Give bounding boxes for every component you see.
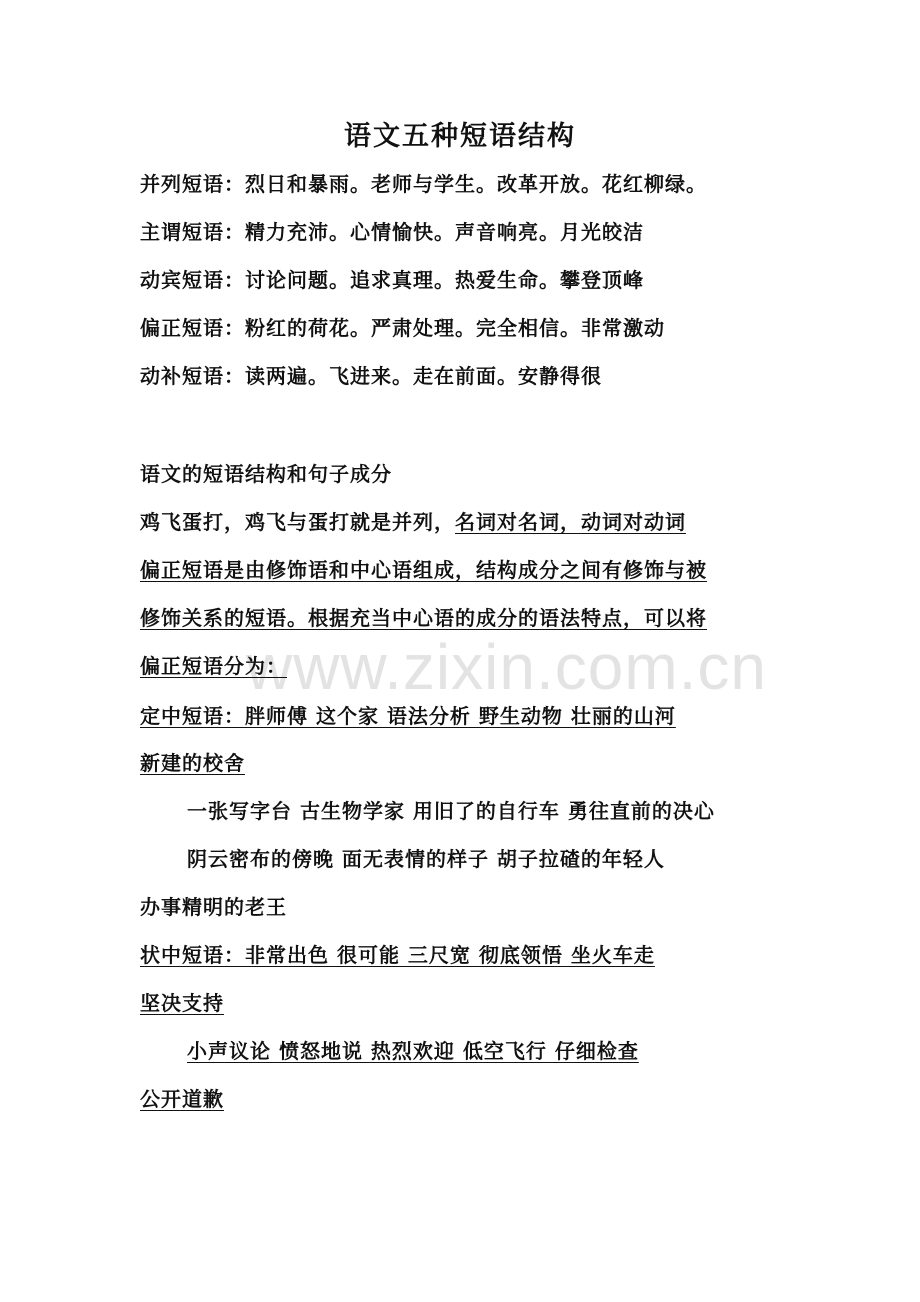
body-line: 修饰关系的短语。根据充当中心语的成分的语法特点，可以将 <box>140 606 707 630</box>
dingzhong-example-line: 一张写字台 古生物学家 用旧了的自行车 勇往直前的决心 <box>187 799 715 823</box>
phrase-type-label: 动补短语： <box>140 364 245 388</box>
watermark: www.zixin.com.cn <box>246 631 767 703</box>
body-line <box>140 508 686 536</box>
dingzhong-line: 办事精明的老王 <box>140 895 287 919</box>
dingzhong-line: 定中短语：胖师傅 这个家 语法分析 野生动物 壮丽的山河 <box>140 704 676 728</box>
phrase-type-examples: 粉红的荷花。严肃处理。完全相信。非常激动 <box>245 316 665 340</box>
phrase-type-label: 偏正短语： <box>140 316 245 340</box>
phrase-type-line <box>140 170 707 198</box>
phrase-type-line <box>140 362 602 390</box>
phrase-type-label: 主谓短语： <box>140 220 245 244</box>
body-text: 鸡飞蛋打，鸡飞与蛋打就是并列， <box>140 510 455 534</box>
phrase-type-label: 并列短语： <box>140 172 245 196</box>
phrase-type-line <box>140 314 665 342</box>
zhuangzhong-line: 坚决支持 <box>140 991 224 1015</box>
phrase-type-examples: 讨论问题。追求真理。热爱生命。攀登顶峰 <box>245 268 644 292</box>
section-heading: 语文的短语结构和句子成分 <box>140 462 392 486</box>
phrase-type-line <box>140 266 644 294</box>
zhuangzhong-line: 公开道歉 <box>140 1087 224 1111</box>
page-title: 语文五种短语结构 <box>344 121 576 152</box>
dingzhong-line: 新建的校舍 <box>140 751 245 775</box>
phrase-type-examples: 读两遍。飞进来。走在前面。安静得很 <box>245 364 602 388</box>
zhuangzhong-example-line: 小声议论 愤怒地说 热烈欢迎 低空飞行 仔细检查 <box>187 1039 639 1063</box>
phrase-type-examples: 精力充沛。心情愉快。声音响亮。月光皎洁 <box>245 220 644 244</box>
phrase-type-examples: 烈日和暴雨。老师与学生。改革开放。花红柳绿。 <box>245 172 707 196</box>
phrase-type-line <box>140 218 644 246</box>
dingzhong-example-line: 阴云密布的傍晚 面无表情的样子 胡子拉碴的年轻人 <box>187 847 665 871</box>
phrase-type-label: 动宾短语： <box>140 268 245 292</box>
body-line: 偏正短语是由修饰语和中心语组成，结构成分之间有修饰与被 <box>140 558 707 582</box>
body-line: 偏正短语分为： <box>140 654 287 678</box>
underlined-text: 名词对名词，动词对动词 <box>455 510 686 534</box>
zhuangzhong-line: 状中短语：非常出色 很可能 三尺宽 彻底领悟 坐火车走 <box>140 943 655 967</box>
